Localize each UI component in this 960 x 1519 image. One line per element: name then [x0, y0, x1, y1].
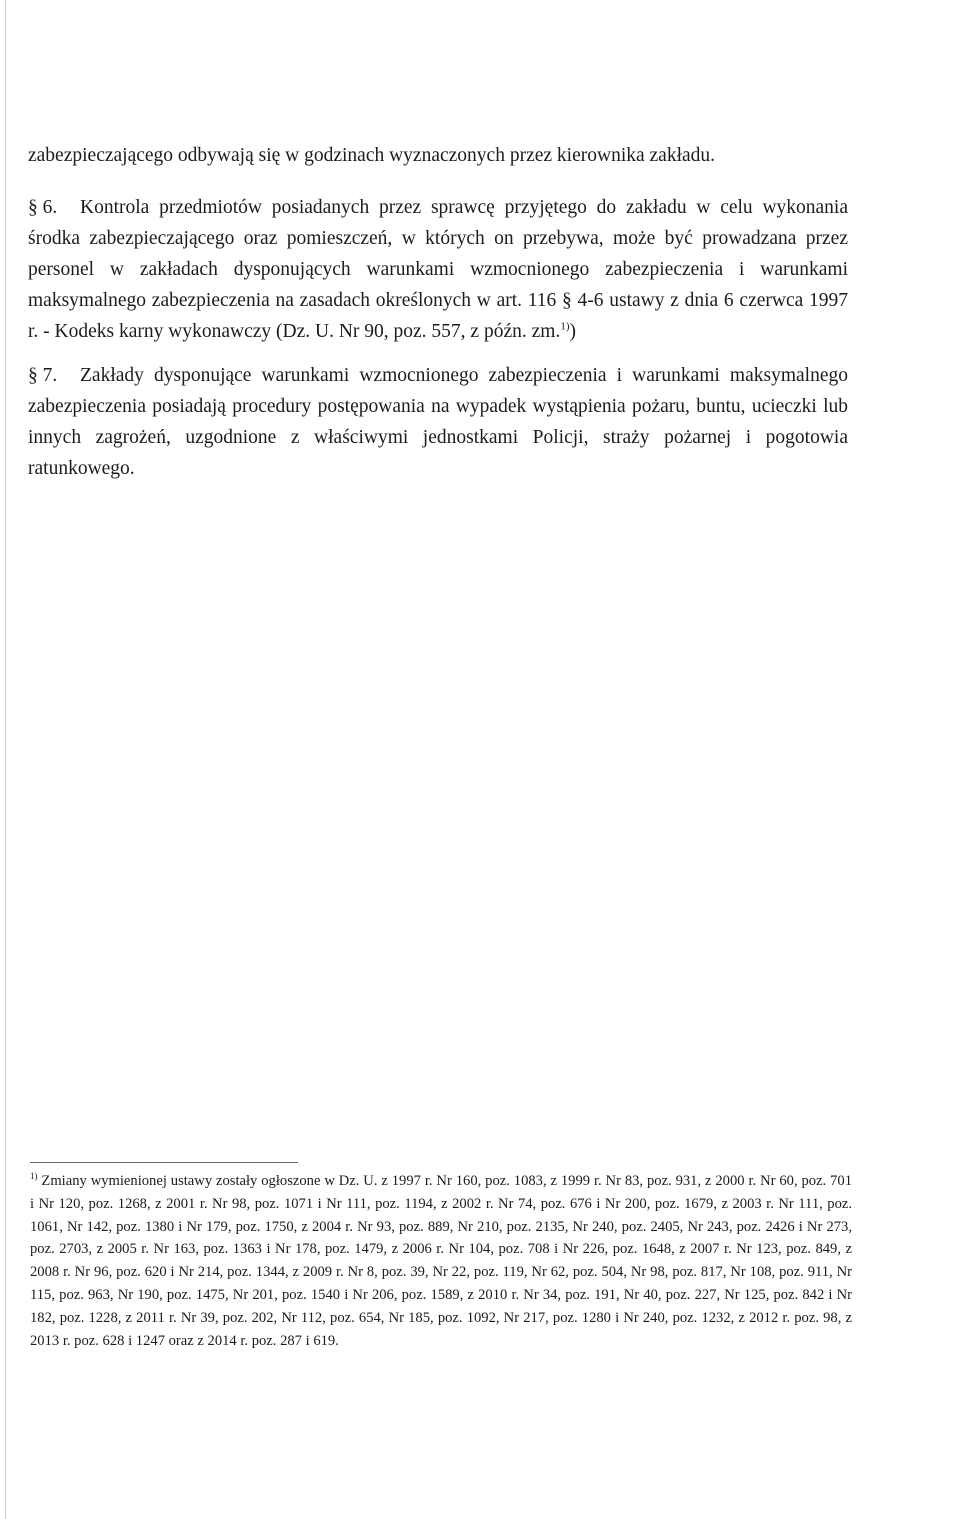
section-6-closing: ): [569, 321, 576, 342]
section-6-paragraph: [28, 192, 848, 347]
footnote-marker: 1): [30, 1171, 38, 1182]
footnote-separator: [30, 1162, 298, 1163]
section-7-text: Zakłady dysponujące warunkami wzmocnionego zabezpieczenia i warunkami maksymalnego zabezpieczenia posiadają procedury postępowania na wypadek wystąpienia pożaru, buntu, ucieczki lub innych zagrożeń, uzgodnione z właściwymi jednostkami Policji, straży pożarnej i pogotowia ratunkowego.: [28, 365, 848, 479]
scan-edge-line: [5, 0, 6, 1519]
section-6-text: Kontrola przedmiotów posiadanych przez sprawcę przyjętego do zakładu w celu wykonania środka zabezpieczającego oraz pomieszczeń, w których on przebywa, może być prowadzana przez personel w zakładach dysponujących warunkami wzmocnionego zabezpieczenia i warunkami maksymalnego zabezpieczenia na zasadach określonych w art. 116 § 4-6 ustawy z dnia 6 czerwca 1997 r. - Kodeks karny wykonawczy (Dz. U. Nr 90, poz. 557, z późn. zm.: [28, 197, 848, 342]
document-page: [28, 140, 848, 484]
footnote-reference: 1): [560, 320, 570, 333]
section-7-marker: § 7.: [28, 365, 58, 386]
footnote-text: Zmiany wymienionej ustawy zostały ogłoszone w Dz. U. z 1997 r. Nr 160, poz. 1083, z 1999 r. Nr 83, poz. 931, z 2000 r. Nr 60, poz. 701 i Nr 120, poz. 1268, z 2001 r. Nr 98, poz. 1071 i Nr 111, poz. 1194, z 2002 r. Nr 74, poz. 676 i Nr 200, poz. 1679, z 2003 r. Nr 111, poz. 1061, Nr 142, poz. 1380 i Nr 179, poz. 1750, z 2004 r. Nr 93, poz. 889, Nr 210, poz. 2135, Nr 240, poz. 2405, Nr 243, poz. 2426 i Nr 273, poz. 2703, z 2005 r. Nr 163, poz. 1363 i Nr 178, poz. 1479, z 2006 r. Nr 104, poz. 708 i Nr 226, poz. 1648, z 2007 r. Nr 123, poz. 849, z 2008 r. Nr 96, poz. 620 i Nr 214, poz. 1344, z 2009 r. Nr 8, poz. 39, Nr 22, poz. 119, Nr 62, poz. 504, Nr 98, poz. 817, Nr 108, poz. 911, Nr 115, poz. 963, Nr 190, poz. 1475, Nr 201, poz. 1540 i Nr 206, poz. 1589, z 2010 r. Nr 34, poz. 191, Nr 40, poz. 227, Nr 125, poz. 842 i Nr 182, poz. 1228, z 2011 r. Nr 39, poz. 202, Nr 112, poz. 654, Nr 185, poz. 1092, Nr 217, poz. 1280 i Nr 240, poz. 1232, z 2012 r. poz. 98, z 2013 r. poz. 628 i 1247 oraz z 2014 r. poz. 287 i 619.: [30, 1173, 852, 1349]
section-6-marker: § 6.: [28, 197, 58, 218]
section-7-paragraph: [28, 360, 848, 484]
continuation-paragraph: zabezpieczającego odbywają się w godzinach wyznaczonych przez kierownika zakładu.: [28, 145, 716, 166]
footnote-paragraph: [30, 1170, 852, 1352]
